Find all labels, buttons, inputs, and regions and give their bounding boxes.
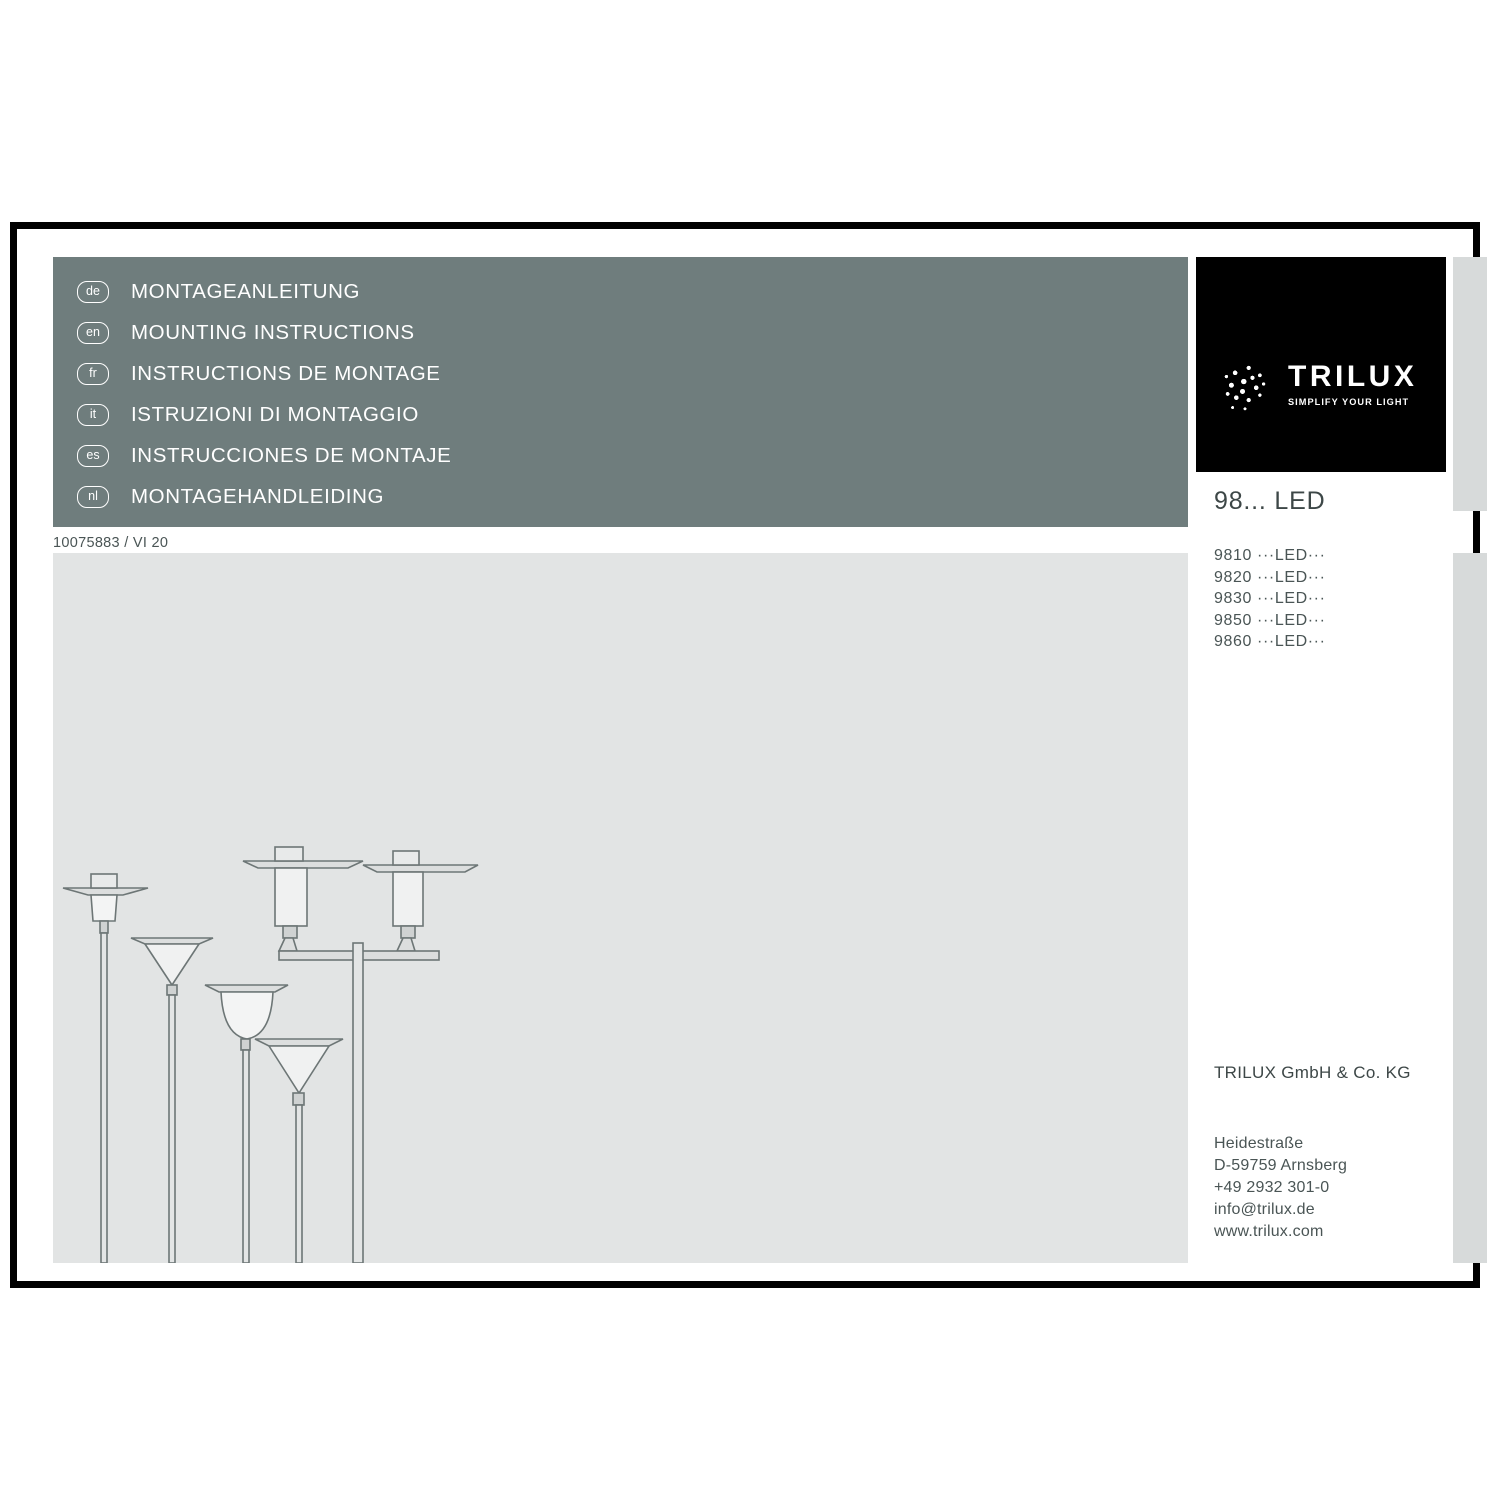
company-phone: +49 2932 301-0 <box>1214 1179 1330 1196</box>
brand-name: TRILUX <box>1288 359 1418 393</box>
address-city: D-59759 Arnsberg <box>1214 1157 1348 1174</box>
company-email: info@trilux.de <box>1214 1201 1315 1218</box>
language-code-badge-de: de <box>77 281 109 303</box>
page-frame <box>10 222 1480 1288</box>
company-website: www.trilux.com <box>1214 1223 1324 1240</box>
company-address <box>1214 1133 1347 1243</box>
brand-logo <box>1214 353 1417 415</box>
product-title-band <box>1196 472 1453 529</box>
brand-logo-text <box>1288 359 1418 407</box>
language-header-band <box>53 257 1188 527</box>
article-number-list <box>1214 545 1326 653</box>
language-label-en: MOUNTING INSTRUCTIONS <box>131 320 415 344</box>
article-number: 9830 ···LED··· <box>1214 590 1326 607</box>
language-row-de <box>77 271 360 312</box>
brand-logo-box <box>1196 257 1446 472</box>
language-label-es: INSTRUCCIONES DE MONTAJE <box>131 443 452 467</box>
brand-tagline: SIMPLIFY YOUR LIGHT <box>1288 396 1410 407</box>
product-image-panel <box>53 553 1188 1263</box>
article-number: 9820 ···LED··· <box>1214 568 1326 586</box>
document-number: 10075883 / VI 20 <box>53 535 169 551</box>
language-row-es <box>77 435 451 476</box>
language-row-it <box>77 394 419 435</box>
company-name: TRILUX GmbH & Co. KG <box>1214 1063 1411 1082</box>
trilux-sphere-icon <box>1214 353 1276 415</box>
language-row-fr <box>77 353 441 394</box>
language-label-fr: INSTRUCTIONS DE MONTAGE <box>131 361 441 385</box>
language-row-en <box>77 312 415 353</box>
decorative-strip-top <box>1453 257 1487 511</box>
language-code-badge-it: it <box>77 404 109 426</box>
language-code-badge-fr: fr <box>77 363 109 385</box>
address-street: Heidestraße <box>1214 1135 1304 1152</box>
language-label-de: MONTAGEANLEITUNG <box>131 279 361 303</box>
language-row-nl <box>77 476 384 517</box>
language-code-badge-en: en <box>77 322 109 344</box>
article-number: 9850 ···LED··· <box>1214 611 1326 629</box>
product-illustration <box>53 843 523 1263</box>
article-number: 9810 ···LED··· <box>1214 547 1326 564</box>
decorative-strip-bottom <box>1453 553 1487 1263</box>
page-inner <box>41 243 1449 1267</box>
language-label-it: ISTRUZIONI DI MONTAGGIO <box>131 402 419 426</box>
language-code-badge-nl: nl <box>77 486 109 508</box>
article-number: 9860 ···LED··· <box>1214 633 1326 650</box>
language-code-badge-es: es <box>77 445 109 467</box>
language-label-nl: MONTAGEHANDLEIDING <box>131 484 385 508</box>
product-title: 98... LED <box>1214 487 1326 515</box>
